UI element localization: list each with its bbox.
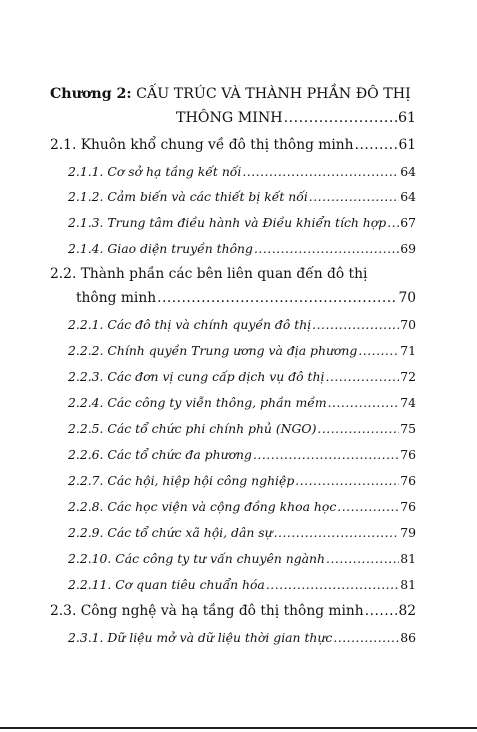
page-number: 67	[400, 215, 416, 230]
leader-dots	[325, 369, 399, 384]
entry-title: 2.1.3. Trung tâm điều hành và Điều khiển tích hợp	[68, 215, 387, 230]
chapter-heading-line2	[0, 110, 477, 126]
entry-title: 2.2.4. Các công ty viễn thông, phần mềm	[68, 395, 327, 410]
page-number: 75	[400, 421, 416, 436]
leader-dots	[242, 164, 399, 179]
entry-title: 2.2.9. Các tổ chức xã hội, dân sự	[68, 525, 273, 540]
entry-title: 2.2.7. Các hội, hiệp hội công nghiệp	[68, 473, 295, 488]
leader-dots	[326, 551, 399, 566]
leader-dots	[337, 499, 399, 514]
page-number: 70	[400, 317, 416, 332]
toc-entry-2-2-7[interactable]	[0, 473, 477, 488]
page-number: 81	[400, 551, 416, 566]
toc-entry-2-2-9[interactable]	[0, 525, 477, 540]
leader-dots	[266, 577, 399, 592]
leader-dots	[254, 241, 399, 256]
chapter-title-line2: THÔNG MINH	[176, 110, 283, 126]
leader-dots	[358, 343, 399, 358]
toc-entry-2-1-4[interactable]	[0, 241, 477, 256]
toc-entry-2-2-8[interactable]	[0, 499, 477, 514]
entry-title: 2.2.11. Cơ quan tiêu chuẩn hóa	[68, 577, 265, 592]
toc-entry-2-3[interactable]	[0, 603, 477, 619]
entry-title: 2.3. Công nghệ và hạ tầng đô thị thông minh	[50, 603, 364, 619]
entry-title: 2.2.2. Chính quyền Trung ương và địa phương	[68, 343, 358, 358]
leader-dots	[387, 215, 399, 230]
toc-entry-2-2-6[interactable]	[0, 447, 477, 462]
page-number: 72	[400, 369, 416, 384]
toc-entry-2-2-11[interactable]	[0, 577, 477, 592]
page-number: 70	[398, 290, 416, 306]
leader-dots	[365, 603, 398, 619]
page-number: 69	[400, 241, 416, 256]
toc-entry-2-1-3[interactable]	[0, 215, 477, 230]
toc-entry-2-2-line2[interactable]	[0, 290, 477, 306]
page-number: 79	[400, 525, 416, 540]
page-number: 76	[400, 499, 416, 514]
chapter-heading-line1	[0, 86, 477, 102]
leader-dots	[295, 473, 399, 488]
page-number: 81	[400, 577, 416, 592]
page-number: 74	[400, 395, 416, 410]
leader-dots	[328, 395, 400, 410]
leader-dots	[312, 317, 399, 332]
toc-entry-2-1[interactable]	[0, 137, 477, 153]
toc-entry-2-2-3[interactable]	[0, 369, 477, 384]
toc-entry-2-3-1[interactable]	[0, 630, 477, 645]
leader-dots	[157, 290, 397, 306]
chapter-title-line1: CẤU TRÚC VÀ THÀNH PHẦN ĐÔ THỊ	[131, 86, 411, 102]
entry-title: 2.2.6. Các tổ chức đa phương	[68, 447, 252, 462]
entry-title: 2.1.1. Cơ sở hạ tầng kết nối	[68, 164, 242, 179]
entry-title: 2.2.1. Các đô thị và chính quyền đô thị	[68, 317, 312, 332]
entry-title: 2.2.8. Các học viện và cộng đồng khoa học	[68, 499, 337, 514]
toc-entry-2-2-4[interactable]	[0, 395, 477, 410]
entry-title: 2.2.3. Các đơn vị cung cấp dịch vụ đô thị	[68, 369, 325, 384]
entry-title: 2.2.10. Các công ty tư vấn chuyên ngành	[68, 551, 326, 566]
entry-title: 2.1.2. Cảm biến và các thiết bị kết nối	[68, 189, 308, 204]
page-number: 61	[398, 137, 416, 153]
leader-dots	[309, 189, 399, 204]
toc-entry-2-2-1[interactable]	[0, 317, 477, 332]
entry-title: 2.3.1. Dữ liệu mở và dữ liệu thời gian thực	[68, 630, 333, 645]
page-number: 64	[400, 189, 416, 204]
leader-dots	[333, 630, 399, 645]
page-number: 82	[398, 603, 416, 619]
toc-entry-2-2-2[interactable]	[0, 343, 477, 358]
page-number: 86	[400, 630, 416, 645]
leader-dots	[274, 525, 400, 540]
leader-dots	[253, 447, 399, 462]
chapter-label: Chương 2:	[50, 86, 132, 102]
entry-title-continued: thông minh	[76, 290, 157, 306]
page-number: 71	[400, 343, 416, 358]
page-number: 76	[400, 447, 416, 462]
page-bottom-rule	[0, 727, 477, 729]
toc-entry-2-2-5[interactable]	[0, 421, 477, 436]
toc-entry-2-1-1[interactable]	[0, 164, 477, 179]
entry-title: 2.1.4. Giao diện truyền thông	[68, 241, 253, 256]
entry-title: 2.2. Thành phần các bên liên quan đến đô thị	[50, 266, 368, 282]
toc-entry-2-2-10[interactable]	[0, 551, 477, 566]
leader-dots	[317, 421, 399, 436]
toc-entry-2-2-line1[interactable]	[0, 266, 477, 282]
entry-title: 2.1. Khuôn khổ chung về đô thị thông minh	[50, 137, 354, 153]
toc-entry-2-1-2[interactable]	[0, 189, 477, 204]
page-number: 76	[400, 473, 416, 488]
page-number: 64	[400, 164, 416, 179]
leader-dots	[355, 137, 398, 153]
page-number: 61	[397, 110, 416, 126]
entry-title: 2.2.5. Các tổ chức phi chính phủ (NGO)	[68, 421, 317, 436]
leader-dots	[284, 110, 397, 126]
